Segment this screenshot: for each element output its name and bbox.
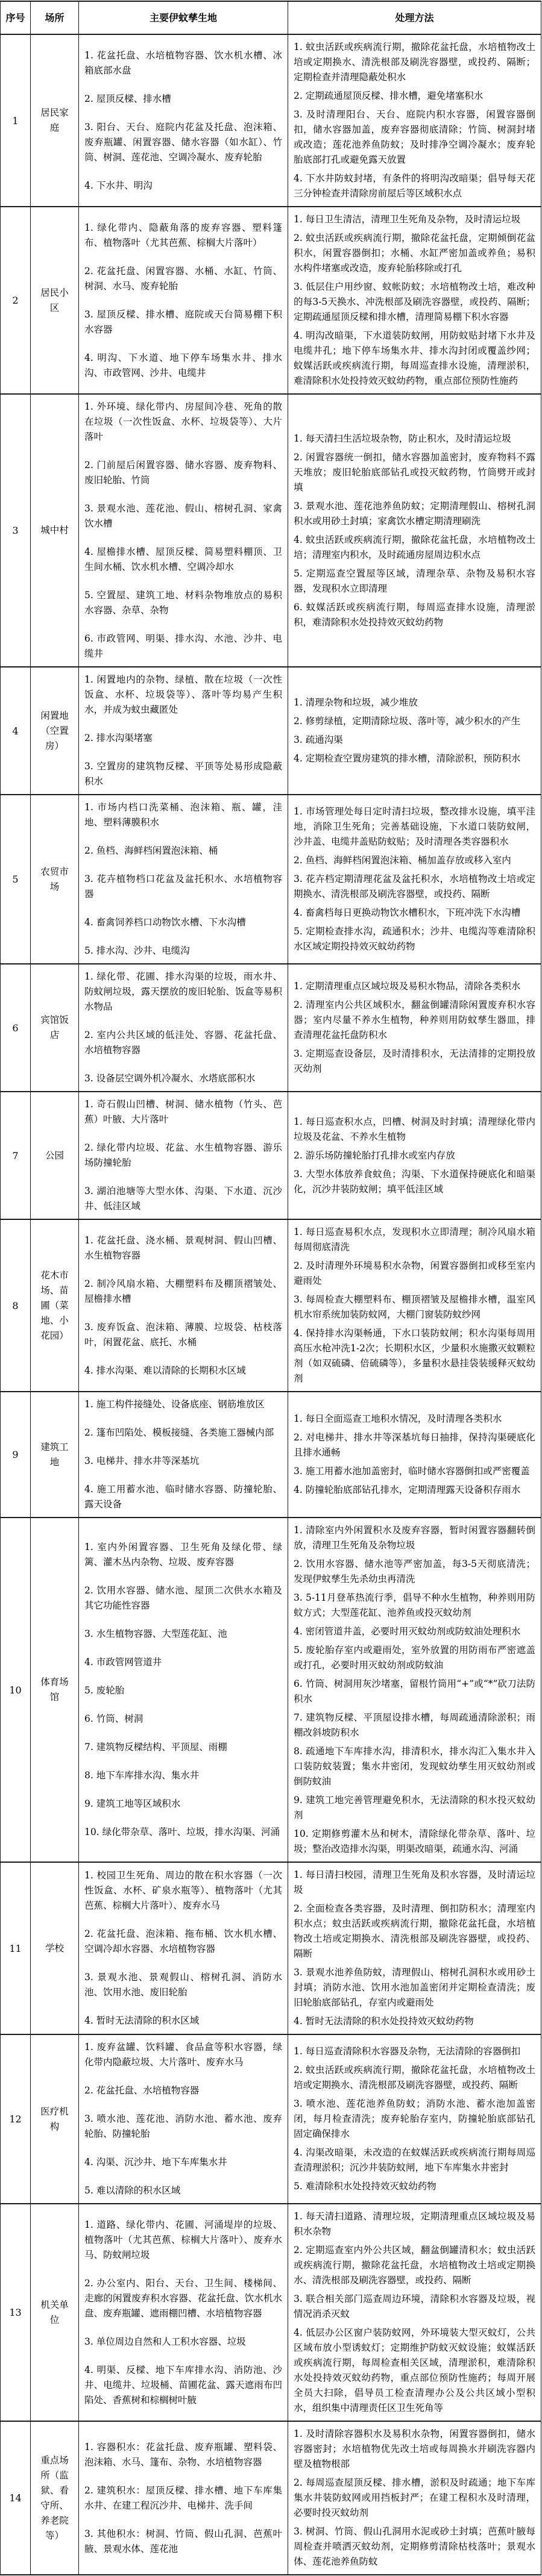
breeding-site-item: 4. 下水井、明沟 [84, 180, 153, 191]
breeding-site-item: 7. 建筑物反樑结构、平顶屋、雨棚 [84, 1742, 227, 1752]
treatment-item: 1. 市场管理处每日定时清扫垃圾，整改排水设施，填平洼地，消除卫生死角；完善基础设施，下水道口装防蚊闸，沙井盖、电缆井盖贴防蚊贴；及时清理各类容器积水 [294, 806, 535, 847]
treatment-item: 2. 蚊虫活跃或疾病流行期，撤除花盆托盘，定期倾倒花盆积水，闲置容器倒扣；水桶、水缸严密加盖或养鱼；易积水构件堵塞或改造，废弃轮胎移除或打孔 [294, 233, 535, 274]
treatment-item: 3. 树洞、竹筒、假山孔洞用水泥或砂土封填；芭蕉叶腋每周检查并喷洒灭蚊幼剂，定期修剪清除枯枝落叶；景观水体、莲花池养鱼防蚊 [294, 2526, 535, 2567]
breeding-site-item: 4. 施工用蓄水池、临时储水容器、防撞轮胎、露天设备 [84, 1484, 282, 1510]
breeding-site-item: 3. 花卉植物档口花盆及盆托积水、水培植物容器 [84, 874, 282, 899]
treatment-item: 4. 保持排水沟渠畅通，下水口装防蚊闸；积水沟渠每周用高压水枪冲洗1-2次；长期积水区，少量积水施撒灭蚊颗粒剂（如双硫磷、倍硫磷等），多量积水悬挂袋装缓释灭蚊幼剂 [294, 1328, 535, 1384]
table-row [1, 394, 541, 667]
place-cell: 建筑工地 [31, 1392, 79, 1518]
treatment-item: 2. 修剪绿植，定期清除垃圾、落叶等，减少积水的产生 [294, 716, 521, 727]
breeding-site-item: 1. 花盆托盘、水培植物容器、饮水机水槽、冰箱底部水盘 [84, 49, 282, 76]
breeding-site-item: 4. 市政管网管道井 [84, 1657, 162, 1668]
treatment-item: 3. 施工用蓄水池加盖密封，临时储水容器倒扣或严密覆盖 [294, 1466, 530, 1477]
treatment-item: 3. 大型水体放养食蚊鱼；沟渠、下水道保持硬底化和暗渠化，沉沙井装防蚊闸；填平低洼区域 [294, 1168, 535, 1195]
treatment-cell [288, 795, 541, 964]
place-cell: 居民小区 [31, 207, 79, 394]
table-body [1, 34, 541, 2575]
treatment-item: 6. 竹筒、树洞用灰沙堵塞，留根竹筒用“+”或“*”砍刀法防积水 [294, 1678, 535, 1704]
treatment-item: 7. 建筑物反樑、平顶屋设排水槽，每周疏通清除淤积；雨棚改斜坡防积水 [294, 1712, 535, 1738]
treatment-item: 3. 景观水池养鱼防蚊，清理假山、榕树孔洞积水或用砂土封填；消防水池、饮用水池加盖密闭并定期检查清洗；废旧轮胎底部钻孔，存室内或避雨处 [294, 1967, 535, 2008]
breeding-site-item: 1. 奇石假山凹槽、树洞、储水植物（竹头、芭蕉）叶腋、大片落叶 [84, 1099, 282, 1125]
breeding-site-item: 2. 花盆托盘、闲置容器、水桶、水缸、竹筒、树洞、水马、废弃轮胎 [84, 265, 282, 292]
breeding-site-item: 3. 单位周边自然和人工积水容器、垃圾 [84, 2336, 246, 2347]
table-header [1, 1, 541, 34]
treatment-item: 2. 清理室内公共区域积水，翻盆倒罐清除闲置废弃积水容器；室内尽量不养水生植物，种养则用防蚊孳生器皿，排查清理花盆托盘防积水 [294, 999, 535, 1040]
treatment-item: 4. 低层办公区窗户装防蚊网，外环境装大型灭蚊灯，公共区域布放小型诱蚊灯；定期维护防蚊灭蚊设施；蚊媒活跃或疾病流行期，每周检查相关区域，清理淤积，难清除积水处投持效灭蚊幼药物，重点部位预防性施药；每周开展全员大扫除，倡导员工检查清理办公及公共区域小型积水，组织集中清理责任区卫生死角等 [294, 2327, 535, 2413]
breeding-sites-cell [79, 1518, 288, 1862]
breeding-site-item: 1. 绿化带、花圃、排水沟渠的垃圾，雨水井、防蚊闸垃圾，露天摆放的废旧轮胎、饭盒等易积水物品 [84, 971, 282, 1012]
breeding-site-item: 3. 喷水池、莲花池、消防水池、蓄水池、废弃轮胎、防撞轮胎 [84, 2113, 282, 2139]
breeding-site-item: 4. 屋檐排水槽、屋顶反樑、简易塑料棚顶、卫生间水桶、饮水机水槽、空调冷却水 [84, 546, 282, 572]
mosquito-breeding-sites-table [0, 1, 541, 2575]
table-row [1, 1862, 541, 2034]
breeding-site-item: 3. 电梯井、排水井等深基坑 [84, 1455, 200, 1466]
row-number-cell: 11 [1, 1862, 31, 2034]
treatment-item: 3. 景观水池、莲花池养鱼防蚊；定期清理假山、榕树孔洞积水或用砂土封填；家禽饮水槽定期清理刷洗 [294, 500, 535, 527]
breeding-site-item: 2. 花盆托盘、水培植物容器 [84, 2085, 200, 2096]
row-number-cell: 5 [1, 795, 31, 964]
breeding-sites-cell [79, 1092, 288, 1219]
breeding-site-item: 2. 办公室内、阳台、天台、卫生间、楼梯间、走廊的闲置废弃积水容器、花盆托盘、饮水机水盘、废弃瓶罐、遮雨棚凹槽、水培植物容器 [84, 2277, 282, 2319]
treatment-item: 4. 密闭管道井盖，必要时用灭蚊幼剂或防蚊油处理积水 [294, 1626, 521, 1637]
row-number-cell: 8 [1, 1219, 31, 1392]
header-place: 场所 [31, 1, 79, 34]
breeding-site-item: 3. 景观水池、莲花池、假山、榕树孔洞、家禽饮水槽 [84, 503, 282, 529]
treatment-item: 3. 花卉档定期清理花盆及盆托积水，水培植物改土培或定期换水、清洗根部及刷洗容器壁，或投药、隔断 [294, 874, 535, 899]
treatment-item: 3. 及时清理阳台、天台、庭院内积水容器，闲置容器倒扣，储水容器加盖，废弃容器彻底清除；竹筒、树洞封堵或改造；莲花池养鱼防蚊；及时排净空调冷凝水；废弃轮胎底部打孔或避免露天放置 [294, 109, 535, 165]
treatment-cell [288, 964, 541, 1092]
table-row [1, 2034, 541, 2204]
breeding-site-item: 4. 沟渠、沉沙井、地下车库集水井 [84, 2157, 227, 2168]
table-row [1, 795, 541, 964]
treatment-item: 1. 蚊虫活跃或疾病流行期，撤除花盆托盘，水培植物改土培或定期换水、清洗根部及刷洗容器壁，或投药、隔断；定期检查并清理隐蔽处积水 [294, 42, 535, 83]
breeding-site-item: 1. 道路、绿化带内、花圃、河涌堤岸的垃圾、植物落叶（尤其芭蕉、棕榈大片落叶）、废弃水马、防蚊闸垃圾 [84, 2219, 282, 2260]
treatment-item: 4. 沟渠改暗渠，未改造的在蚊媒活跃或疾病流行期每周巡查清理淤积；沉沙井装防蚊闸，地下车库集水井密封 [294, 2147, 535, 2173]
treatment-item: 4. 蚊虫活跃或疾病流行期，撤除花盆托盘，水培植物改土培；清理室内积水，及时疏通房屋周边积水点 [294, 534, 535, 560]
treatment-item: 5. 难清除积水处投持效灭蚊幼药物 [294, 2181, 436, 2192]
treatment-item: 3. 疏通沟渠 [294, 734, 343, 745]
breeding-sites-cell [79, 34, 288, 207]
breeding-site-item: 1. 容器积水：花盆托盘、废弃瓶罐、塑料袋、泡沫箱、水马、篷布、杂物、水培植物容器 [84, 2441, 282, 2468]
row-number-cell: 12 [1, 2034, 31, 2204]
treatment-cell [288, 34, 541, 207]
treatment-item: 2. 及时清理外环境易积水杂物，闲置容器倒扣或移至室内避雨处 [294, 1260, 535, 1286]
treatment-cell [288, 2204, 541, 2421]
treatment-item: 9. 建筑工地完善管理避免积水，无法清除的积水投灭蚊幼剂 [294, 1795, 535, 1821]
treatment-cell [288, 1392, 541, 1518]
treatment-item: 3. 联合相关部门巡查周边环境，清除积水容器及垃圾，视情况消杀灭蚊 [294, 2293, 535, 2319]
breeding-site-item: 3. 水生植物容器、大型莲花缸、池 [84, 1628, 227, 1639]
breeding-sites-cell [79, 207, 288, 394]
breeding-sites-cell [79, 667, 288, 795]
breeding-site-item: 2. 建筑积水：屋顶反樑、排水槽、地下车库集水井、在建工程沉沙井、电梯井、洗手间 [84, 2484, 282, 2511]
treatment-item: 3. 喷水池、莲花池养鱼防蚊；消防水池、蓄水池加盖密闭，每月检查清洗；废弃轮胎存室内，防撞轮胎底部钻孔固定确保排水 [294, 2098, 535, 2139]
breeding-site-item: 1. 花盆托盘、浇水桶、景观树洞、假山凹槽、水生植物容器 [84, 1234, 282, 1261]
breeding-sites-cell [79, 1392, 288, 1518]
breeding-site-item: 2. 排水沟渠堵塞 [84, 733, 153, 743]
breeding-site-item: 3. 废弃饭盒、泡沫箱、薄膜、垃圾袋、枯枝落叶，闲置花盆、底托、水桶 [84, 1321, 282, 1348]
breeding-site-item: 3. 设备层空调外机冷凝水、水塔底部积水 [84, 1073, 256, 1084]
treatment-item: 2. 定期巡查室内外公共区域，翻盆倒罐清积水；蚊虫活跃或疾病流行期，撤除花盆托盘，水培植物改土培或定期换水、清洗根部及刷洗容器壁，或投药、隔断 [294, 2245, 535, 2286]
breeding-sites-cell [79, 2204, 288, 2421]
breeding-site-item: 1. 施工构件接缝处、设备底座、钢筋堆放区 [84, 1399, 265, 1410]
treatment-item: 1. 每日巡查清除积水容器及杂物，无法清除的容器倒扣 [294, 2046, 521, 2057]
breeding-sites-cell [79, 2421, 288, 2575]
breeding-site-item: 5. 难以清除的积水区域 [84, 2185, 181, 2196]
breeding-sites-cell [79, 1862, 288, 2034]
place-cell: 花木市场、苗圃（菜地、小花园） [31, 1219, 79, 1392]
treatment-item: 3. 定期巡查设备层，及时清排积水，无法清排的定期投放灭幼剂 [294, 1048, 535, 1074]
treatment-cell [288, 1518, 541, 1862]
breeding-site-item: 3. 空置房的建筑物反樑、平顶等处易形成隐蔽积水 [84, 761, 282, 787]
row-number-cell: 2 [1, 207, 31, 394]
table-row [1, 2204, 541, 2421]
breeding-site-item: 1. 闲置地内的杂物、绿植、散在垃圾（一次性饭盒、水杯、垃圾袋等）、落叶等均易产生积水，并成为蚊虫藏匿处 [84, 674, 282, 715]
row-number-cell: 9 [1, 1392, 31, 1518]
place-cell: 机关单位 [31, 2204, 79, 2421]
breeding-site-item: 2. 屋顶反樑、排水槽 [84, 93, 171, 104]
breeding-sites-cell [79, 394, 288, 667]
header-index: 序号 [1, 1, 31, 34]
treatment-item: 2. 闲置容器统一倒扣，储水容器加盖密封，废弃物料不露天堆放；废旧轮胎底部钻孔或投灭蚊药物，竹筒劈开或封填 [294, 451, 535, 493]
treatment-item: 2. 每周巡查屋顶反樑、排水槽，淤积及时疏通；地下车库集水井装防蚊网或用挡板封严；在建工程积水及时清理，必要时投灭蚊幼剂 [294, 2477, 535, 2518]
treatment-item: 4. 定期检查空置房建筑的排水槽，清除淤积，预防积水 [294, 753, 521, 764]
row-number-cell: 1 [1, 34, 31, 207]
place-cell: 城中村 [31, 394, 79, 667]
place-cell: 农贸市场 [31, 795, 79, 964]
breeding-site-item: 8. 地下车库排水沟、集水井 [84, 1770, 200, 1781]
treatment-item: 1. 清理杂物和垃圾，减少堆放 [294, 697, 418, 708]
place-cell: 学校 [31, 1862, 79, 2034]
breeding-site-item: 3. 湖泊池塘等大型水体、沟渠、下水道、沉沙井、低洼区域 [84, 1186, 282, 1211]
treatment-item: 2. 全面检查各类容器，及时清理、倒扣防积水；清理室内积水点；蚊虫活跃或疾病流行期，撤除花盆托盘，水培植物改土培或定期换水、清洗根部及刷洗容器壁，或投药、隔断 [294, 1903, 535, 1959]
treatment-item: 1. 定期清理重点区域垃圾及易积水物品，清除各类积水 [294, 981, 521, 992]
treatment-item: 1. 每天清扫道路、清理垃圾，定期清理重点区域垃圾及易积水杂物 [294, 2211, 535, 2237]
breeding-site-item: 6. 竹筒、树洞 [84, 1713, 143, 1724]
treatment-item: 4. 畜禽档每日更换动物饮水槽积水，下班冲洗下水沟槽 [294, 907, 521, 918]
treatment-item: 1. 每日巡查易积水点，发现积水立即清理；制冷风扇水箱每周彻底清洗 [294, 1227, 535, 1252]
treatment-item: 1. 每日清扫校园，清理卫生死角及积水容器，及时清运垃圾 [294, 1869, 535, 1895]
place-cell: 居民家庭 [31, 34, 79, 207]
table-row [1, 1392, 541, 1518]
header-treatment: 处理方法 [288, 1, 541, 34]
treatment-item: 4. 防撞轮胎底部钻孔排水，定期清理露天设备积存雨水 [294, 1484, 521, 1495]
breeding-sites-cell [79, 964, 288, 1092]
breeding-site-item: 2. 绿化带内垃圾、花盆、水生植物容器、游乐场防撞轮胎 [84, 1142, 282, 1168]
place-cell: 公园 [31, 1092, 79, 1219]
treatment-cell [288, 394, 541, 667]
breeding-site-item: 4. 畜禽饲养档口动物饮水槽、下水沟槽 [84, 917, 246, 928]
breeding-site-item: 1. 市场内档口洗菜桶、泡沫箱、瓶、罐，洼地、塑料薄膜积水 [84, 802, 282, 828]
breeding-site-item: 6. 市政管网、明渠、排水沟、水池、沙井、电缆井 [84, 633, 282, 659]
breeding-site-item: 3. 屋顶反樑、排水槽、庭院或天台简易棚下积水容器 [84, 308, 282, 335]
treatment-item: 2. 游乐场防撞轮胎打孔排水或室内存放 [294, 1149, 455, 1161]
breeding-site-item: 1. 室内外闲置容器、卫生死角及绿化带、绿篱、灌木丛内杂物、垃圾、废弃容器 [84, 1542, 282, 1568]
breeding-site-item: 2. 篷布凹陷处、模板接缝、各类施工器械内部 [84, 1427, 274, 1438]
treatment-item: 2. 蚊虫活跃或疾病流行期，撤除花盆托盘，水培植物改土培或定期换水、清洗根部及刷洗容器壁，或投药、隔断 [294, 2065, 535, 2090]
treatment-item: 1. 及时清除容器积水及易积水杂物，闲置容器倒扣，储水容器密封；水培植物优先改土培或每周换水并刷洗容器内壁及植物根部 [294, 2428, 535, 2469]
row-number-cell: 3 [1, 394, 31, 667]
breeding-site-item: 2. 饮用水容器、储水池、屋顶二次供水水箱及其它功能性容器 [84, 1585, 282, 1611]
row-number-cell: 14 [1, 2421, 31, 2575]
place-cell: 闲置地（空置房） [31, 667, 79, 795]
row-number-cell: 4 [1, 667, 31, 795]
breeding-site-item: 4. 排水沟渠、难以清除的长期积水区域 [84, 1365, 246, 1376]
treatment-item: 3. 低层住户用纱窗、蚊帐防蚊；水培植物改土培，难改种的每3-5天换水、冲洗根部及刷洗容器壁，或投药、隔断；定期疏通屋顶反樑和排水槽，清理简易棚下积水容器 [294, 281, 535, 322]
table-row [1, 34, 541, 207]
breeding-sites-cell [79, 1219, 288, 1392]
header-breeding: 主要伊蚊孳生地 [79, 1, 288, 34]
treatment-item: 2. 对电梯井、排水井等深基坑每日抽排，保持沟渠硬底化且排水通畅 [294, 1432, 535, 1458]
breeding-site-item: 4. 明渠、反樑、地下车库排水沟、消防池、沙井、电缆井、垃圾桶、苗圃花盆、露天遮雨布凹陷处、香蕉树和棕榈树叶腋 [84, 2364, 282, 2406]
breeding-site-item: 3. 景观水池、景观假山、榕树孔洞、消防水池、饮用水池、废旧轮胎 [84, 1972, 282, 1998]
treatment-item: 1. 清除室内外闲置积水及废弃容器，暂时闲置容器翻转倒放，清理卫生死角及杂物垃圾 [294, 1525, 535, 1551]
treatment-item: 1. 每日全面巡查工地积水情况，及时清理各类积水 [294, 1413, 502, 1424]
row-number-cell: 7 [1, 1092, 31, 1219]
treatment-item: 4. 明沟改暗渠，下水道装防蚊闸，用防蚊贴封堵下水井及电缆井孔；地下停车场集水井、排水沟封闭或覆盖纱网；蚊媒活跃或疾病流行期，每周巡查排水设施，清理淤积，难清除积水处投持效灭蚊幼药物，重点部位预防性施药 [294, 330, 535, 386]
header-row [1, 1, 541, 34]
breeding-sites-cell [79, 795, 288, 964]
breeding-site-item: 2. 鱼档、海鲜档闲置泡沫箱、桶 [84, 845, 218, 856]
table-row [1, 2421, 541, 2575]
place-cell: 医疗机构 [31, 2034, 79, 2204]
treatment-item: 6. 蚊媒活跃或疾病流行期，每周巡查排水设施，清理淤积，难清除积水处投持效灭蚊幼药物 [294, 601, 535, 628]
breeding-site-item: 4. 明沟、下水道、地下停车场集水井、排水沟、市政管网、沙井、电缆井 [84, 352, 282, 378]
place-cell: 宾馆饭店 [31, 964, 79, 1092]
table-row [1, 964, 541, 1092]
breeding-site-item: 9. 建筑工地等区域积水 [84, 1798, 181, 1809]
table-row [1, 1092, 541, 1219]
row-number-cell: 10 [1, 1518, 31, 1862]
place-cell: 重点场所（监狱、看守所、养老院等） [31, 2421, 79, 2575]
breeding-site-item: 1. 外环境、绿化带内、房屋间冷巷、死角的散在垃圾（一次性饭盒、水杯、垃圾袋等）、大片落叶 [84, 401, 282, 442]
treatment-item: 4. 暂时无法清除的积水处投持效灭蚊幼药物 [294, 2016, 474, 2027]
treatment-cell [288, 1219, 541, 1392]
breeding-site-item: 4. 暂时无法清除的积水区域 [84, 2015, 200, 2026]
treatment-cell [288, 1862, 541, 2034]
treatment-cell [288, 2421, 541, 2575]
breeding-site-item: 3. 阳台、天台、庭院内花盆及托盘、泡沫箱、废弃瓶罐、闲置容器、储水容器（如水缸）、竹筒、树洞、莲花池、空调冷凝水、废弃轮胎 [84, 121, 282, 163]
treatment-item: 8. 疏通地下车库排水沟，排清积水，排水沟汇入集水井入口装防蚊装置；集水井密闭，发现蚊幼孳生用灭蚊幼剂或倒防蚊油 [294, 1746, 535, 1787]
treatment-item: 5. 定期巡查空置屋等区域，清理杂草、杂物及易积水容器，发现积水立即清理 [294, 567, 535, 594]
treatment-item: 1. 每日卫生清洁，清理卫生死角及杂物，及时清运垃圾 [294, 214, 521, 225]
breeding-site-item: 5. 废轮胎 [84, 1685, 125, 1696]
treatment-item: 3. 5-11月登革热流行季，倡导不种水生植物，种养则用防蚊方式；大型莲花缸、池养鱼或投灭蚊幼剂 [294, 1592, 535, 1618]
breeding-site-item: 2. 门前屋后闲置容器、储水容器、废弃物料、废旧轮胎、竹筒 [84, 460, 282, 486]
table-row [1, 1518, 541, 1862]
breeding-site-item: 2. 花盆托盘、泡沫箱、拖布桶、饮水机水槽、空调冷却水容器、水培植物容器 [84, 1928, 282, 1954]
treatment-cell [288, 667, 541, 795]
treatment-item: 3. 每周检查大棚塑料布、棚顶褶皱及屋檐排水槽，温室风机水帘系统加装防蚊网，大棚门窗装防蚊纱网 [294, 1294, 535, 1320]
treatment-item: 1. 每天清扫生活垃圾杂物，防止积水，及时清运垃圾 [294, 433, 511, 444]
treatment-cell [288, 1092, 541, 1219]
treatment-cell [288, 207, 541, 394]
treatment-item: 2. 鱼档、海鲜档闲置泡沫箱、桶加盖存放或移入室内 [294, 855, 511, 866]
treatment-item: 10. 定期修剪灌木丛和树木，清除绿化带杂草、落叶、垃圾；整治改造排水沟渠，明渠改暗渠，疏通水沟、河涌 [294, 1828, 535, 1854]
breeding-site-item: 3. 其他积水：树洞、竹筒、假山孔洞、芭蕉叶腋、景观水体、莲花池 [84, 2528, 282, 2554]
breeding-site-item: 1. 校园卫生死角、周边的散在积水容器（一次性饭盒、水杯、矿泉水瓶等）、植物落叶（尤其芭蕉、棕榈大片落叶）、废弃水马 [84, 1870, 282, 1911]
treatment-item: 5. 废轮胎存室内或避雨处，室外放置的用防雨布严密遮盖或打孔，必要时用灭蚊幼剂或防蚊油 [294, 1645, 535, 1671]
treatment-cell [288, 2034, 541, 2204]
breeding-site-item: 5. 排水沟、沙井、电缆沟 [84, 945, 190, 956]
treatment-item: 1. 每日巡查积水点，凹槽、树洞及时封填；清理绿化带内垃圾及花盆、不养水生植物 [294, 1116, 535, 1142]
table-row [1, 1219, 541, 1392]
breeding-site-item: 1. 绿化带内、隐蔽角落的废弃容器、塑料篷布、植物落叶（尤其芭蕉、棕榈大片落叶） [84, 222, 282, 248]
breeding-site-item: 2. 室内公共区域的低洼处、容器、花盆托盘、水培植物容器 [84, 1030, 282, 1055]
table-row [1, 207, 541, 394]
breeding-site-item: 2. 制冷风扇水箱、大棚塑料布及棚顶褶皱处、屋檐排水槽 [84, 1278, 282, 1304]
breeding-site-item: 5. 空置屋、建筑工地、材料杂物堆放点的易积水容器、杂草、杂物 [84, 590, 282, 616]
breeding-site-item: 1. 废弃盆罐、饮料罐、食品盒等积水容器，绿化带内隐蔽垃圾、大片落叶、废弃水马 [84, 2042, 282, 2068]
treatment-item: 2. 饮用水容器、储水池等严密加盖，每3-5天彻底清洗；发现伊蚊孳生先杀幼虫再清洗 [294, 1558, 535, 1584]
place-cell: 体育场馆 [31, 1518, 79, 1862]
row-number-cell: 6 [1, 964, 31, 1092]
treatment-item: 4. 下水井防蚊封堵，有条件的将明沟改暗渠；倡导每天花三分钟检查并清除房前屋后等区域积水点 [294, 173, 535, 199]
treatment-item: 2. 定期疏通屋顶反樑、排水槽，避免堵塞积水 [294, 90, 484, 101]
row-number-cell: 13 [1, 2204, 31, 2421]
breeding-sites-cell [79, 2034, 288, 2204]
breeding-site-item: 10. 绿化带杂草、落叶、垃圾，排水沟渠、河涌 [84, 1827, 280, 1837]
table-row [1, 667, 541, 795]
treatment-item: 5. 定期检查排水沟，疏通积水；沙井、电缆沟等难清除积水区域定期投持效灭蚊幼药物 [294, 926, 535, 952]
